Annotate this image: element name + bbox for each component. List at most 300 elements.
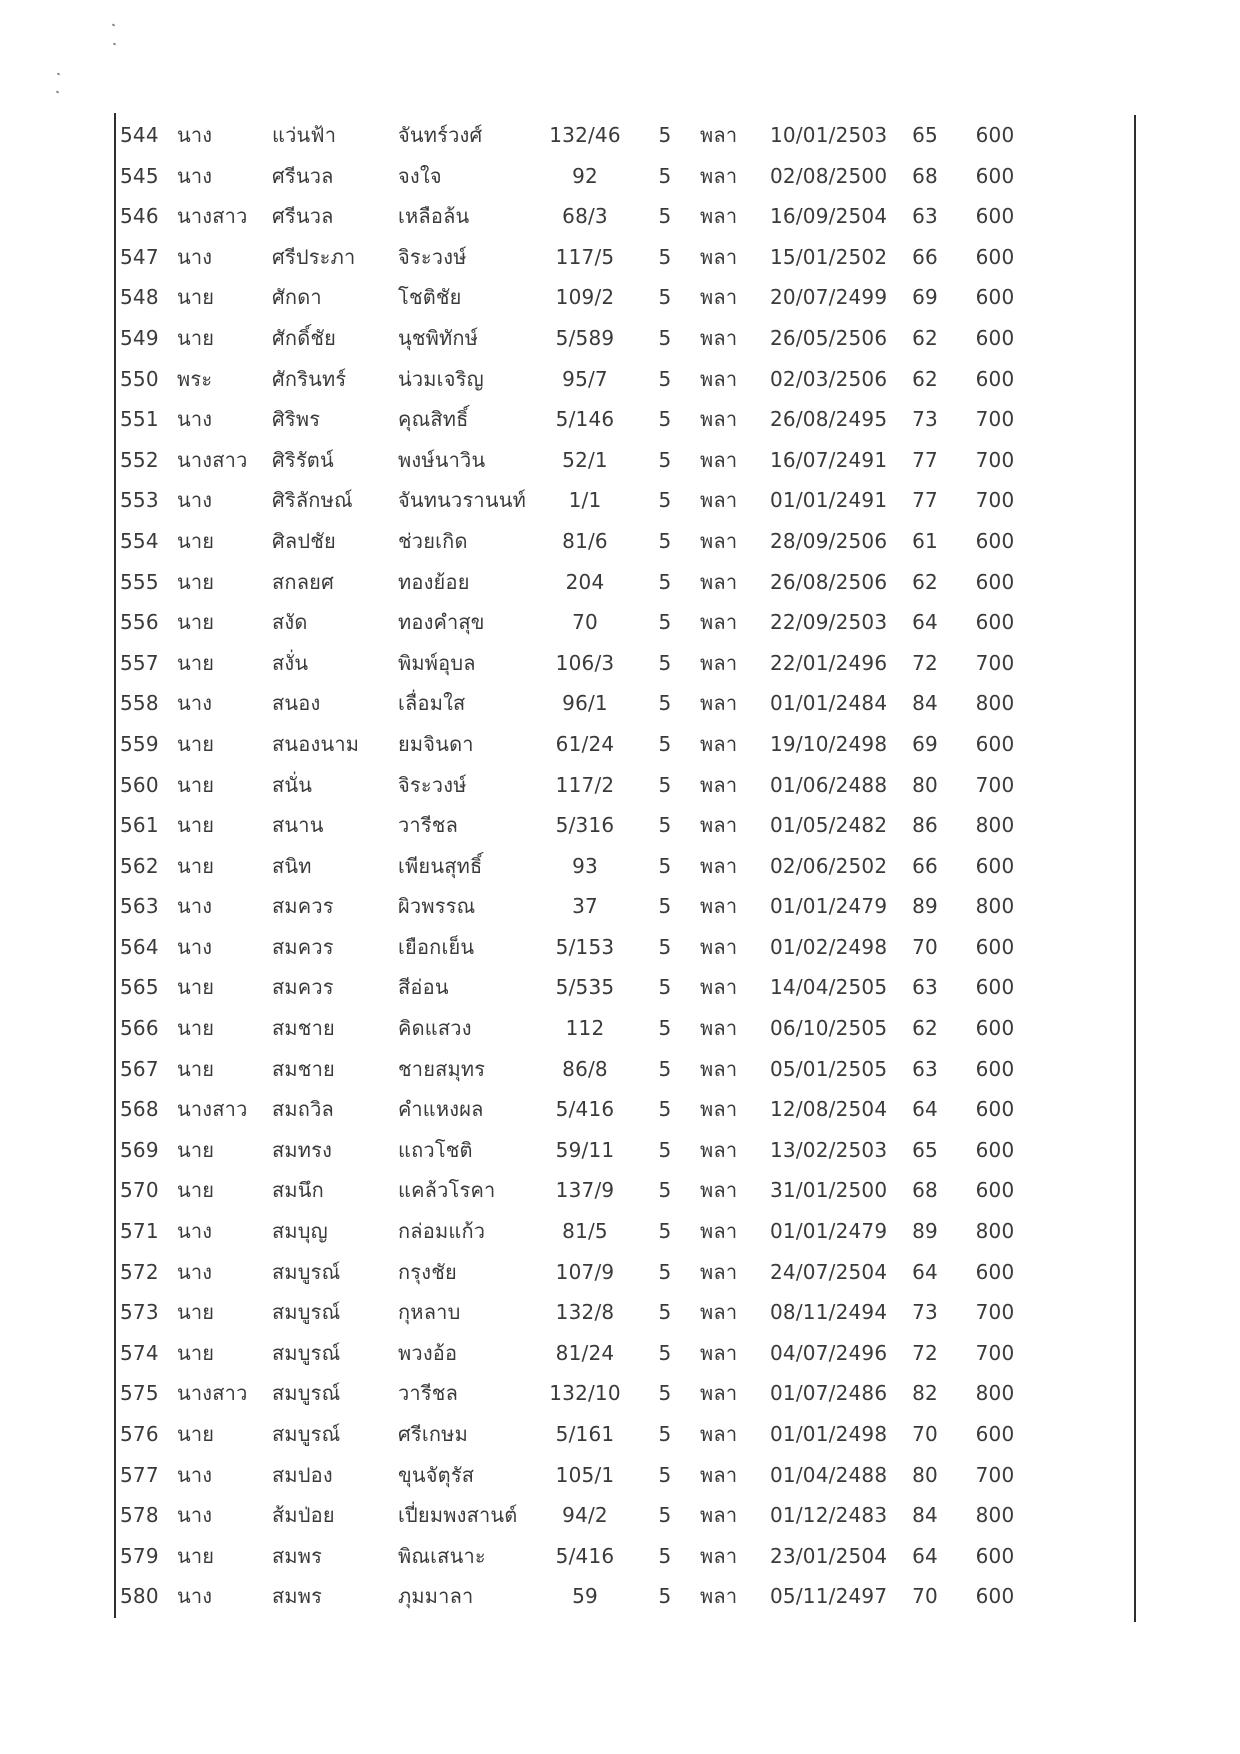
row-number: 555 — [120, 569, 159, 594]
last-name: จิระวงษ์ — [398, 772, 467, 797]
birth-date: 02/06/2502 — [770, 853, 888, 878]
name-title: นาง — [177, 407, 213, 432]
allowance-amount: 600 — [975, 1422, 1015, 1446]
row-number: 549 — [120, 325, 159, 350]
birth-date: 01/04/2488 — [770, 1462, 888, 1487]
moo-number: 5 — [658, 163, 672, 188]
table-row — [0, 480, 1240, 521]
first-name: สมชาย — [272, 1016, 335, 1041]
name-title: นางสาว — [177, 204, 248, 229]
name-title: นาง — [177, 1259, 213, 1284]
allowance-amount: 700 — [975, 1300, 1015, 1325]
allowance-amount: 800 — [975, 813, 1015, 838]
last-name: ช่วยเกิด — [398, 528, 468, 553]
allowance-amount: 600 — [975, 975, 1015, 1000]
last-name: โชติชัย — [398, 285, 462, 310]
last-name: ทองย้อย — [398, 569, 470, 594]
row-number: 566 — [120, 1016, 159, 1041]
last-name: สีอ่อน — [398, 975, 449, 1000]
name-title: นาย — [177, 1300, 215, 1325]
house-number: 59/11 — [555, 1137, 615, 1162]
village-name: พลา — [700, 1462, 738, 1487]
birth-date: 01/01/2479 — [770, 1219, 888, 1244]
village-name: พลา — [700, 488, 738, 513]
first-name: สนิท — [272, 853, 312, 878]
name-title: นาย — [177, 1178, 215, 1203]
first-name: สมบูรณ์ — [272, 1300, 341, 1325]
allowance-amount: 600 — [975, 853, 1015, 878]
village-name: พลา — [700, 1219, 738, 1244]
name-title: นางสาว — [177, 1097, 248, 1122]
age: 77 — [912, 447, 938, 472]
village-name: พลา — [700, 894, 738, 919]
moo-number: 5 — [658, 244, 672, 269]
row-number: 558 — [120, 691, 159, 716]
first-name: สมบูรณ์ — [272, 1381, 341, 1406]
row-number: 571 — [120, 1219, 159, 1244]
last-name: เยือกเย็น — [398, 934, 475, 959]
allowance-amount: 700 — [975, 772, 1015, 797]
allowance-amount: 800 — [975, 894, 1015, 919]
moo-number: 5 — [658, 1381, 672, 1406]
birth-date: 26/08/2506 — [770, 569, 888, 594]
house-number: 92 — [572, 163, 598, 188]
moo-number: 5 — [658, 1178, 672, 1203]
last-name: จิระวงษ์ — [398, 244, 467, 269]
house-number: 5/146 — [555, 407, 615, 432]
name-title: นาง — [177, 1219, 213, 1244]
first-name: สมควร — [272, 975, 334, 1000]
village-name: พลา — [700, 853, 738, 878]
first-name: สงัด — [272, 610, 308, 635]
age: 68 — [912, 163, 938, 188]
birth-date: 01/01/2484 — [770, 691, 888, 716]
table-row — [0, 359, 1240, 400]
house-number: 70 — [572, 610, 598, 635]
village-name: พลา — [700, 1422, 738, 1446]
village-name: พลา — [700, 325, 738, 350]
table-row — [0, 399, 1240, 440]
name-title: นาย — [177, 285, 215, 310]
name-title: นางสาว — [177, 447, 248, 472]
village-name: พลา — [700, 447, 738, 472]
last-name: ยมจินดา — [398, 731, 474, 756]
row-number: 575 — [120, 1381, 159, 1406]
first-name: ศักรินทร์ — [272, 366, 347, 391]
house-number: 1/1 — [568, 488, 602, 513]
age: 89 — [912, 1219, 938, 1244]
first-name: สมพร — [272, 1543, 323, 1568]
table-row — [0, 1373, 1240, 1414]
table-row — [0, 440, 1240, 481]
birth-date: 01/01/2491 — [770, 488, 888, 513]
age: 62 — [912, 325, 938, 350]
row-number: 564 — [120, 934, 159, 959]
house-number: 106/3 — [555, 650, 615, 675]
first-name: สมพร — [272, 1584, 323, 1609]
last-name: นุชพิทักษ์ — [398, 325, 479, 350]
village-name: พลา — [700, 528, 738, 553]
table-row — [0, 115, 1240, 156]
last-name: ผิวพรรณ — [398, 894, 476, 919]
table-row — [0, 1292, 1240, 1333]
age: 63 — [912, 1056, 938, 1081]
row-number: 552 — [120, 447, 159, 472]
last-name: เปี่ยมพงสานต์ — [398, 1503, 518, 1528]
last-name: จันทร์วงศ์ — [398, 123, 483, 147]
allowance-amount: 700 — [975, 1462, 1015, 1487]
age: 64 — [912, 1543, 938, 1568]
birth-date: 22/01/2496 — [770, 650, 888, 675]
first-name: สมบูรณ์ — [272, 1422, 341, 1446]
table-row — [0, 805, 1240, 846]
last-name: ชายสมุทร — [398, 1056, 486, 1081]
name-title: นาย — [177, 1543, 215, 1568]
village-name: พลา — [700, 772, 738, 797]
last-name: เลื่อมใส — [398, 691, 466, 716]
name-title: นาย — [177, 325, 215, 350]
age: 69 — [912, 731, 938, 756]
allowance-amount: 800 — [975, 1381, 1015, 1406]
house-number: 132/8 — [555, 1300, 615, 1325]
row-number: 572 — [120, 1259, 159, 1284]
row-number: 567 — [120, 1056, 159, 1081]
moo-number: 5 — [658, 447, 672, 472]
age: 64 — [912, 1259, 938, 1284]
village-name: พลา — [700, 1097, 738, 1122]
row-number: 562 — [120, 853, 159, 878]
moo-number: 5 — [658, 1259, 672, 1284]
row-number: 578 — [120, 1503, 159, 1528]
table-row — [0, 886, 1240, 927]
allowance-amount: 600 — [975, 1543, 1015, 1568]
age: 63 — [912, 975, 938, 1000]
age: 62 — [912, 1016, 938, 1041]
house-number: 5/535 — [555, 975, 615, 1000]
table-row — [0, 1130, 1240, 1171]
birth-date: 01/01/2498 — [770, 1422, 888, 1446]
birth-date: 24/07/2504 — [770, 1259, 888, 1284]
table-row — [0, 156, 1240, 197]
first-name: สกลยศ — [272, 569, 334, 594]
age: 62 — [912, 366, 938, 391]
age: 72 — [912, 650, 938, 675]
birth-date: 01/01/2479 — [770, 894, 888, 919]
table-row — [0, 1576, 1240, 1617]
age: 62 — [912, 569, 938, 594]
last-name: แถวโชติ — [398, 1137, 473, 1162]
moo-number: 5 — [658, 1584, 672, 1609]
village-name: พลา — [700, 813, 738, 838]
village-name: พลา — [700, 1503, 738, 1528]
moo-number: 5 — [658, 610, 672, 635]
birth-date: 02/03/2506 — [770, 366, 888, 391]
house-number: 204 — [565, 569, 605, 594]
row-number: 565 — [120, 975, 159, 1000]
birth-date: 05/11/2497 — [770, 1584, 888, 1609]
age: 70 — [912, 934, 938, 959]
last-name: น่วมเจริญ — [398, 366, 484, 391]
village-name: พลา — [700, 1016, 738, 1041]
table-row — [0, 1049, 1240, 1090]
birth-date: 05/01/2505 — [770, 1056, 888, 1081]
birth-date: 15/01/2502 — [770, 244, 888, 269]
name-title: นาย — [177, 853, 215, 878]
name-title: นาย — [177, 650, 215, 675]
village-name: พลา — [700, 1137, 738, 1162]
first-name: สนั่น — [272, 772, 313, 797]
house-number: 59 — [572, 1584, 598, 1609]
first-name: สงั่น — [272, 650, 309, 675]
age: 73 — [912, 1300, 938, 1325]
row-number: 545 — [120, 163, 159, 188]
allowance-amount: 800 — [975, 1503, 1015, 1528]
table-row — [0, 967, 1240, 1008]
village-name: พลา — [700, 163, 738, 188]
table-row — [0, 683, 1240, 724]
moo-number: 5 — [658, 1056, 672, 1081]
moo-number: 5 — [658, 1422, 672, 1446]
row-number: 568 — [120, 1097, 159, 1122]
age: 68 — [912, 1178, 938, 1203]
house-number: 5/416 — [555, 1097, 615, 1122]
first-name: สมชาย — [272, 1056, 335, 1081]
house-number: 68/3 — [562, 204, 608, 229]
row-number: 550 — [120, 366, 159, 391]
birth-date: 16/07/2491 — [770, 447, 888, 472]
age: 84 — [912, 691, 938, 716]
name-title: นาย — [177, 1056, 215, 1081]
allowance-amount: 600 — [975, 325, 1015, 350]
moo-number: 5 — [658, 528, 672, 553]
last-name: พิมพ์อุบล — [398, 650, 476, 675]
last-name: กล่อมแก้ว — [398, 1219, 486, 1244]
birth-date: 20/07/2499 — [770, 285, 888, 310]
house-number: 81/6 — [562, 528, 608, 553]
first-name: สมบูรณ์ — [272, 1340, 341, 1365]
last-name: คุณสิทธิ์ — [398, 407, 469, 432]
birth-date: 01/06/2488 — [770, 772, 888, 797]
birth-date: 10/01/2503 — [770, 123, 888, 147]
table-row — [0, 846, 1240, 887]
moo-number: 5 — [658, 894, 672, 919]
moo-number: 5 — [658, 934, 672, 959]
birth-date: 28/09/2506 — [770, 528, 888, 553]
moo-number: 5 — [658, 650, 672, 675]
first-name: ศรีนวล — [272, 163, 334, 188]
row-number: 546 — [120, 204, 159, 229]
moo-number: 5 — [658, 1300, 672, 1325]
house-number: 5/589 — [555, 325, 615, 350]
moo-number: 5 — [658, 1543, 672, 1568]
village-name: พลา — [700, 1340, 738, 1365]
first-name: ศักดิ์ชัย — [272, 325, 337, 350]
birth-date: 23/01/2504 — [770, 1543, 888, 1568]
table-row — [0, 521, 1240, 562]
age: 66 — [912, 244, 938, 269]
table-row — [0, 1211, 1240, 1252]
allowance-amount: 600 — [975, 1016, 1015, 1041]
name-title: นาย — [177, 569, 215, 594]
house-number: 96/1 — [562, 691, 608, 716]
village-name: พลา — [700, 123, 738, 147]
table-row — [0, 237, 1240, 278]
moo-number: 5 — [658, 325, 672, 350]
birth-date: 01/02/2498 — [770, 934, 888, 959]
moo-number: 5 — [658, 407, 672, 432]
table-row — [0, 1333, 1240, 1374]
allowance-amount: 600 — [975, 934, 1015, 959]
birth-date: 14/04/2505 — [770, 975, 888, 1000]
name-title: นาย — [177, 813, 215, 838]
last-name: คิดแสวง — [398, 1016, 472, 1041]
table-row — [0, 1252, 1240, 1293]
birth-date: 13/02/2503 — [770, 1137, 888, 1162]
moo-number: 5 — [658, 731, 672, 756]
row-number: 551 — [120, 407, 159, 432]
first-name: สนอง — [272, 691, 321, 716]
scan-speck — [57, 72, 61, 75]
row-number: 574 — [120, 1340, 159, 1365]
first-name: สมปอง — [272, 1462, 333, 1487]
allowance-amount: 600 — [975, 731, 1015, 756]
allowance-amount: 700 — [975, 650, 1015, 675]
last-name: วารีชล — [398, 813, 459, 838]
table-row — [0, 765, 1240, 806]
village-name: พลา — [700, 731, 738, 756]
moo-number: 5 — [658, 1503, 672, 1528]
scan-speck — [113, 42, 117, 45]
village-name: พลา — [700, 975, 738, 1000]
name-title: นาง — [177, 1584, 213, 1609]
row-number: 570 — [120, 1178, 159, 1203]
allowance-amount: 600 — [975, 204, 1015, 229]
birth-date: 01/07/2486 — [770, 1381, 888, 1406]
row-number: 560 — [120, 772, 159, 797]
moo-number: 5 — [658, 285, 672, 310]
age: 73 — [912, 407, 938, 432]
house-number: 5/153 — [555, 934, 615, 959]
row-number: 573 — [120, 1300, 159, 1325]
house-number: 117/2 — [555, 772, 615, 797]
last-name: วารีชล — [398, 1381, 459, 1406]
row-number: 576 — [120, 1422, 159, 1446]
table-row — [0, 1536, 1240, 1577]
allowance-amount: 600 — [975, 1137, 1015, 1162]
house-number: 5/316 — [555, 813, 615, 838]
row-number: 569 — [120, 1137, 159, 1162]
birth-date: 26/08/2495 — [770, 407, 888, 432]
last-name: พิณเสนาะ — [398, 1543, 486, 1568]
name-title: นาง — [177, 894, 213, 919]
allowance-amount: 600 — [975, 610, 1015, 635]
age: 70 — [912, 1422, 938, 1446]
name-title: นาย — [177, 1422, 215, 1446]
age: 63 — [912, 204, 938, 229]
birth-date: 31/01/2500 — [770, 1178, 888, 1203]
name-title: นาย — [177, 731, 215, 756]
table-row — [0, 1495, 1240, 1536]
first-name: ศรีประภา — [272, 244, 356, 269]
village-name: พลา — [700, 1543, 738, 1568]
moo-number: 5 — [658, 1016, 672, 1041]
name-title: นาย — [177, 1340, 215, 1365]
table-row — [0, 1455, 1240, 1496]
scan-speck — [112, 23, 116, 26]
house-number: 86/8 — [562, 1056, 608, 1081]
name-title: นาย — [177, 610, 215, 635]
table-row — [0, 318, 1240, 359]
age: 65 — [912, 1137, 938, 1162]
age: 80 — [912, 772, 938, 797]
house-number: 109/2 — [555, 285, 615, 310]
allowance-amount: 600 — [975, 1056, 1015, 1081]
moo-number: 5 — [658, 488, 672, 513]
age: 77 — [912, 488, 938, 513]
village-name: พลา — [700, 204, 738, 229]
name-title: นาง — [177, 123, 213, 147]
name-title: นาย — [177, 528, 215, 553]
moo-number: 5 — [658, 204, 672, 229]
village-name: พลา — [700, 1056, 738, 1081]
name-title: นาง — [177, 244, 213, 269]
village-name: พลา — [700, 285, 738, 310]
village-name: พลา — [700, 1584, 738, 1609]
table-row — [0, 602, 1240, 643]
house-number: 94/2 — [562, 1503, 608, 1528]
moo-number: 5 — [658, 813, 672, 838]
house-number: 81/24 — [555, 1340, 615, 1365]
last-name: พวงอ้อ — [398, 1340, 458, 1365]
allowance-amount: 600 — [975, 123, 1015, 147]
name-title: นาย — [177, 1137, 215, 1162]
house-number: 61/24 — [555, 731, 615, 756]
row-number: 577 — [120, 1462, 159, 1487]
house-number: 107/9 — [555, 1259, 615, 1284]
row-number: 556 — [120, 610, 159, 635]
last-name: เหลือล้น — [398, 204, 470, 229]
first-name: ศรีนวล — [272, 204, 334, 229]
allowance-amount: 700 — [975, 1340, 1015, 1365]
name-title: นาย — [177, 1016, 215, 1041]
birth-date: 26/05/2506 — [770, 325, 888, 350]
table-row — [0, 277, 1240, 318]
first-name: สมถวิล — [272, 1097, 334, 1122]
allowance-amount: 600 — [975, 1259, 1015, 1284]
row-number: 557 — [120, 650, 159, 675]
house-number: 117/5 — [555, 244, 615, 269]
last-name: ขุนจัตุรัส — [398, 1462, 475, 1487]
birth-date: 01/12/2483 — [770, 1503, 888, 1528]
allowance-amount: 700 — [975, 407, 1015, 432]
first-name: ศิริพร — [272, 407, 321, 432]
allowance-amount: 600 — [975, 285, 1015, 310]
age: 64 — [912, 1097, 938, 1122]
moo-number: 5 — [658, 853, 672, 878]
row-number: 554 — [120, 528, 159, 553]
birth-date: 12/08/2504 — [770, 1097, 888, 1122]
table-row — [0, 643, 1240, 684]
first-name: สมบูรณ์ — [272, 1259, 341, 1284]
last-name: กุหลาบ — [398, 1300, 461, 1325]
last-name: เพียนสุทธิ์ — [398, 853, 483, 878]
moo-number: 5 — [658, 691, 672, 716]
age: 80 — [912, 1462, 938, 1487]
birth-date: 16/09/2504 — [770, 204, 888, 229]
moo-number: 5 — [658, 1340, 672, 1365]
age: 89 — [912, 894, 938, 919]
first-name: สมควร — [272, 894, 334, 919]
